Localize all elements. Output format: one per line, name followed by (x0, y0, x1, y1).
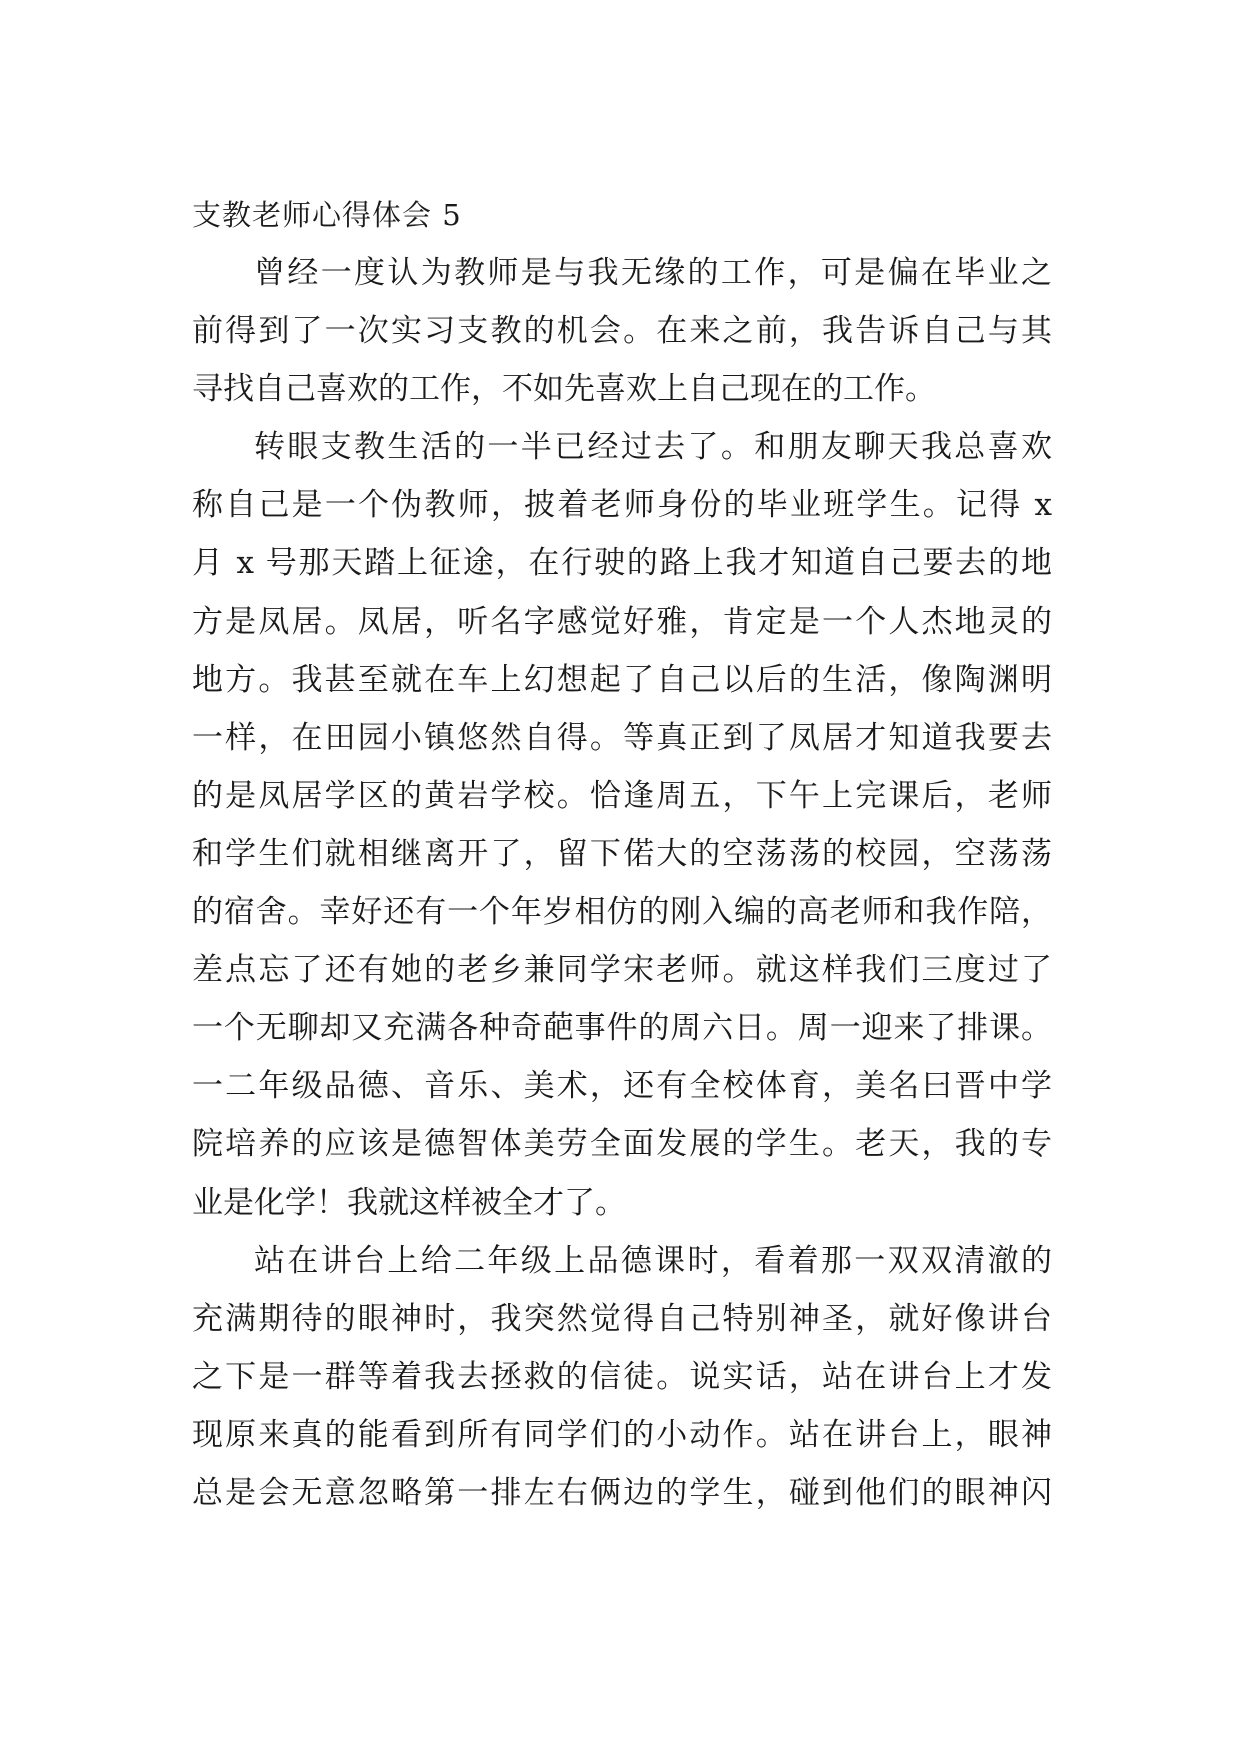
text-line: 的宿舍。幸好还有一个年岁相仿的刚入编的高老师和我作陪， (192, 894, 1052, 931)
text-line: 院培养的应该是德智体美劳全面发展的学生。老天，我的专 (192, 1126, 1052, 1163)
text-line: 的是凤居学区的黄岩学校。恰逢周五，下午上完课后，老师 (192, 777, 1052, 814)
text-line: 充满期待的眼神时，我突然觉得自己特别神圣，就好像讲台 (192, 1300, 1052, 1337)
text-line: 业是化学！我就这样被全才了。 (192, 1184, 626, 1221)
text-line: 之下是一群等着我去拯救的信徒。说实话，站在讲台上才发 (192, 1358, 1052, 1395)
text-line: 一个无聊却又充满各种奇葩事件的周六日。周一迎来了排课。 (192, 1010, 1052, 1047)
text-line: 地方。我甚至就在车上幻想起了自己以后的生活，像陶渊明 (192, 661, 1052, 698)
text-line: 曾经一度认为教师是与我无缘的工作，可是偏在毕业之 (254, 255, 1052, 291)
text-line: 现原来真的能看到所有同学们的小动作。站在讲台上，眼神 (192, 1416, 1052, 1453)
text-line: 和学生们就相继离开了，留下偌大的空荡荡的校园，空荡荡 (192, 835, 1052, 872)
document-body (192, 186, 1052, 1522)
text-line: 站在讲台上给二年级上品德课时，看着那一双双清澈的 (254, 1242, 1052, 1279)
text-line: 差点忘了还有她的老乡兼同学宋老师。就这样我们三度过了 (192, 952, 1052, 989)
text-line: 前得到了一次实习支教的机会。在来之前，我告诉自己与其 (192, 313, 1052, 350)
text-line: 方是凤居。凤居，听名字感觉好雅，肯定是一个人杰地灵的 (192, 603, 1052, 640)
text-line: 寻找自己喜欢的工作，不如先喜欢上自己现在的工作。 (192, 371, 936, 408)
document-title: 支教老师心得体会 5 (192, 198, 462, 232)
text-line: 总是会无意忽略第一排左右俩边的学生，碰到他们的眼神闪 (192, 1474, 1052, 1511)
text-line: 一样，在田园小镇悠然自得。等真正到了凤居才知道我要去 (192, 719, 1052, 756)
text-lines (192, 244, 1052, 1522)
text-line: 月 x 号那天踏上征途，在行驶的路上我才知道自己要去的地 (192, 545, 1052, 582)
text-line: 转眼支教生活的一半已经过去了。和朋友聊天我总喜欢 (254, 429, 1052, 466)
text-line: 一二年级品德、音乐、美术，还有全校体育，美名曰晋中学 (192, 1068, 1052, 1105)
text-line: 称自己是一个伪教师，披着老师身份的毕业班学生。记得 x (192, 487, 1052, 524)
